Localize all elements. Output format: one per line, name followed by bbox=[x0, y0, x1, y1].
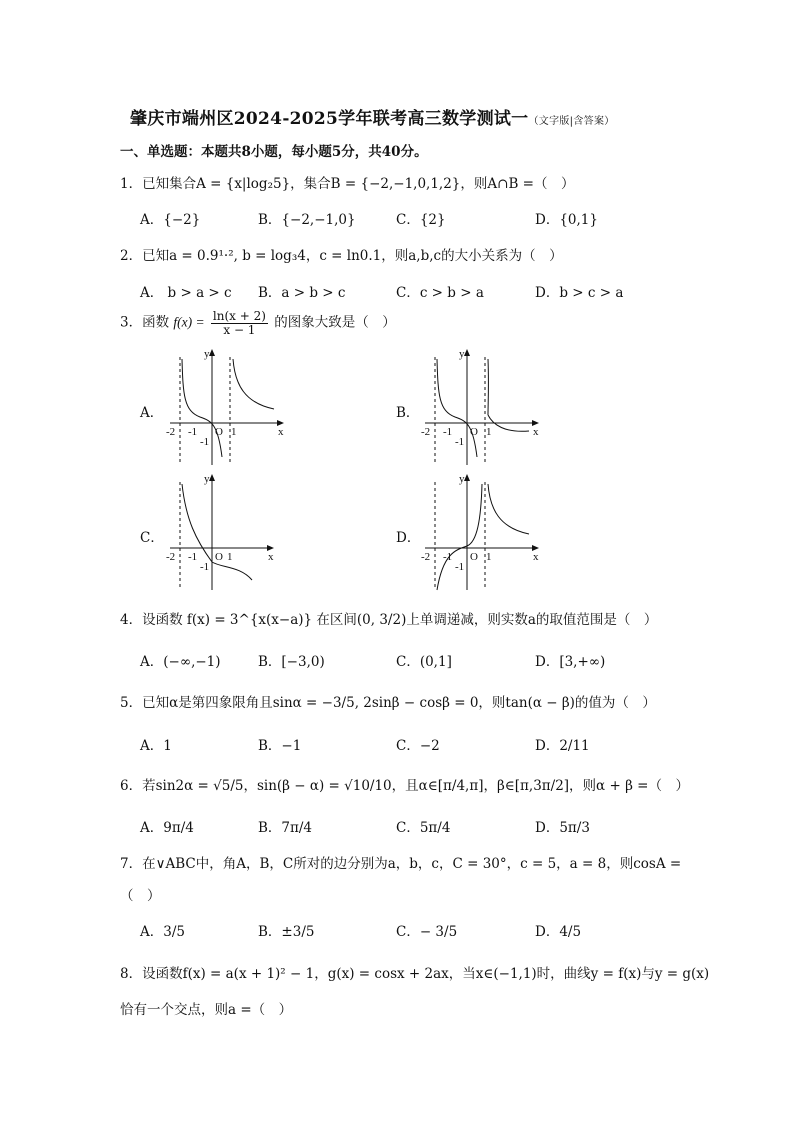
graph-d-tick-1: 1 bbox=[486, 551, 492, 563]
graph-d-tick-m1: -1 bbox=[443, 551, 453, 563]
graph-c-tick-1: 1 bbox=[227, 551, 233, 563]
q4-option-c: C．(0,1] bbox=[396, 654, 452, 670]
title-text: 肇庆市端州区2024-2025学年联考高三数学测试一 bbox=[130, 109, 529, 129]
q6-option-b: B．7π/4 bbox=[258, 820, 313, 836]
graph-d-ytick-m1: -1 bbox=[455, 561, 465, 573]
graph-a-tick-m2: -2 bbox=[166, 426, 176, 438]
q3-option-a: A． bbox=[140, 405, 164, 421]
q1-option-d: D．{0,1} bbox=[535, 212, 598, 228]
q3-option-c: C． bbox=[140, 530, 164, 546]
q6-option-d: D．5π/3 bbox=[535, 820, 590, 836]
q3-prefix: 3．函数 bbox=[120, 314, 170, 331]
section-heading: 一、单选题：本题共8小题，每小题5分，共40分。 bbox=[120, 144, 428, 160]
page-title bbox=[130, 104, 730, 129]
question-5: 5．已知α是第四象限角且sinα = −3/5, 2sinβ − cosβ = 0，则tan(α − β)的值为（ ） bbox=[120, 695, 656, 711]
graph-b-tick-m1: -1 bbox=[443, 426, 453, 438]
q7-option-a: A．3/5 bbox=[140, 924, 185, 940]
q5-option-a: A．1 bbox=[140, 738, 172, 754]
q7-option-b: B．±3/5 bbox=[258, 924, 315, 940]
question-8-cont: 恰有一个交点，则a =（ ） bbox=[120, 1002, 293, 1018]
graph-b-x-label: x bbox=[533, 426, 539, 438]
graph-a-tick-m1: -1 bbox=[188, 426, 198, 438]
q3-function: f(x) = bbox=[173, 314, 205, 330]
graph-d-origin: O bbox=[470, 551, 478, 563]
question-2: 2．已知a = 0.9¹·², b = log₃4，c = ln0.1，则a,b,c的大小关系为（ ） bbox=[120, 248, 563, 264]
question-8: 8．设函数f(x) = a(x + 1)² − 1，g(x) = cosx + 2ax，当x∈(−1,1)时，曲线y = f(x)与y = g(x) bbox=[120, 966, 710, 982]
graph-b bbox=[415, 345, 545, 467]
graph-a bbox=[160, 345, 290, 467]
graph-c-origin: O bbox=[215, 551, 223, 563]
q3-suffix: 的图象大致是（ ） bbox=[274, 314, 396, 331]
q2-option-b: B．a > b > c bbox=[258, 285, 346, 301]
graph-a-tick-1: 1 bbox=[231, 426, 237, 438]
q7-option-c: C．− 3/5 bbox=[396, 924, 458, 940]
q5-option-c: C．−2 bbox=[396, 738, 440, 754]
q3-fraction bbox=[211, 310, 268, 336]
q3-numerator: ln(x + 2) bbox=[212, 309, 266, 323]
q3-option-d: D． bbox=[396, 530, 421, 546]
q5-option-d: D．2/11 bbox=[535, 738, 590, 754]
q6-option-a: A．9π/4 bbox=[140, 820, 194, 836]
question-4: 4．设函数 f(x) = 3^{x(x−a)} 在区间(0, 3/2)上单调递减，则实数a的取值范围是（ ） bbox=[120, 612, 658, 628]
q2-option-c: C．c > b > a bbox=[396, 285, 484, 301]
q4-option-a: A．(−∞,−1) bbox=[140, 654, 221, 670]
q1-option-b: B．{−2,−1,0} bbox=[258, 212, 356, 228]
graph-b-tick-m2: -2 bbox=[421, 426, 431, 438]
graph-d-x-label: x bbox=[533, 551, 539, 563]
q2-option-a: A． b > a > c bbox=[140, 285, 232, 301]
graph-c-tick-m2: -2 bbox=[166, 551, 176, 563]
q3-denominator: x − 1 bbox=[223, 322, 256, 337]
question-3 bbox=[120, 310, 396, 336]
question-1: 1．已知集合A = {x|log₂5}，集合B = {−2,−1,0,1,2}，则A∩B =（ ） bbox=[120, 176, 575, 192]
question-7-cont: （ ） bbox=[120, 888, 161, 904]
graph-a-y-label: y bbox=[204, 348, 210, 360]
q1-option-c: C．{2} bbox=[396, 212, 446, 228]
graph-d-tick-m2: -2 bbox=[421, 551, 431, 563]
question-6: 6．若sin2α = √5/5，sin(β − α) = √10/10，且α∈[π/4,π]，β∈[π,3π/2]，则α + β =（ ） bbox=[120, 778, 689, 794]
graph-b-y-label: y bbox=[459, 348, 465, 360]
graph-d-y-label: y bbox=[459, 473, 465, 485]
q4-option-b: B．[−3,0) bbox=[258, 654, 325, 670]
graph-c-x-label: x bbox=[268, 551, 274, 563]
graph-d bbox=[415, 470, 545, 592]
graph-c-ytick-m1: -1 bbox=[200, 561, 210, 573]
graph-a-x-label: x bbox=[278, 426, 284, 438]
q5-option-b: B．−1 bbox=[258, 738, 302, 754]
graph-a-origin: O bbox=[215, 426, 223, 438]
q3-option-b: B． bbox=[396, 405, 420, 421]
graph-b-origin: O bbox=[470, 426, 478, 438]
q2-option-d: D．b > c > a bbox=[535, 285, 624, 301]
graph-c-tick-m1: -1 bbox=[188, 551, 198, 563]
graph-b-ytick-m1: -1 bbox=[455, 436, 465, 448]
q1-option-a: A．{−2} bbox=[140, 212, 201, 228]
question-7: 7．在∨ABC中，角A，B，C所对的边分别为a，b，c，C = 30°，c = 5，a = 8，则cosA = bbox=[120, 856, 682, 872]
graph-a-ytick-m1: -1 bbox=[200, 436, 210, 448]
title-note: （文字版|含答案） bbox=[528, 116, 615, 127]
graph-c-y-label: y bbox=[204, 473, 210, 485]
graph-b-tick-1: 1 bbox=[486, 426, 492, 438]
q7-option-d: D．4/5 bbox=[535, 924, 582, 940]
q6-option-c: C．5π/4 bbox=[396, 820, 451, 836]
q4-option-d: D．[3,+∞) bbox=[535, 654, 606, 670]
graph-c bbox=[160, 470, 290, 592]
